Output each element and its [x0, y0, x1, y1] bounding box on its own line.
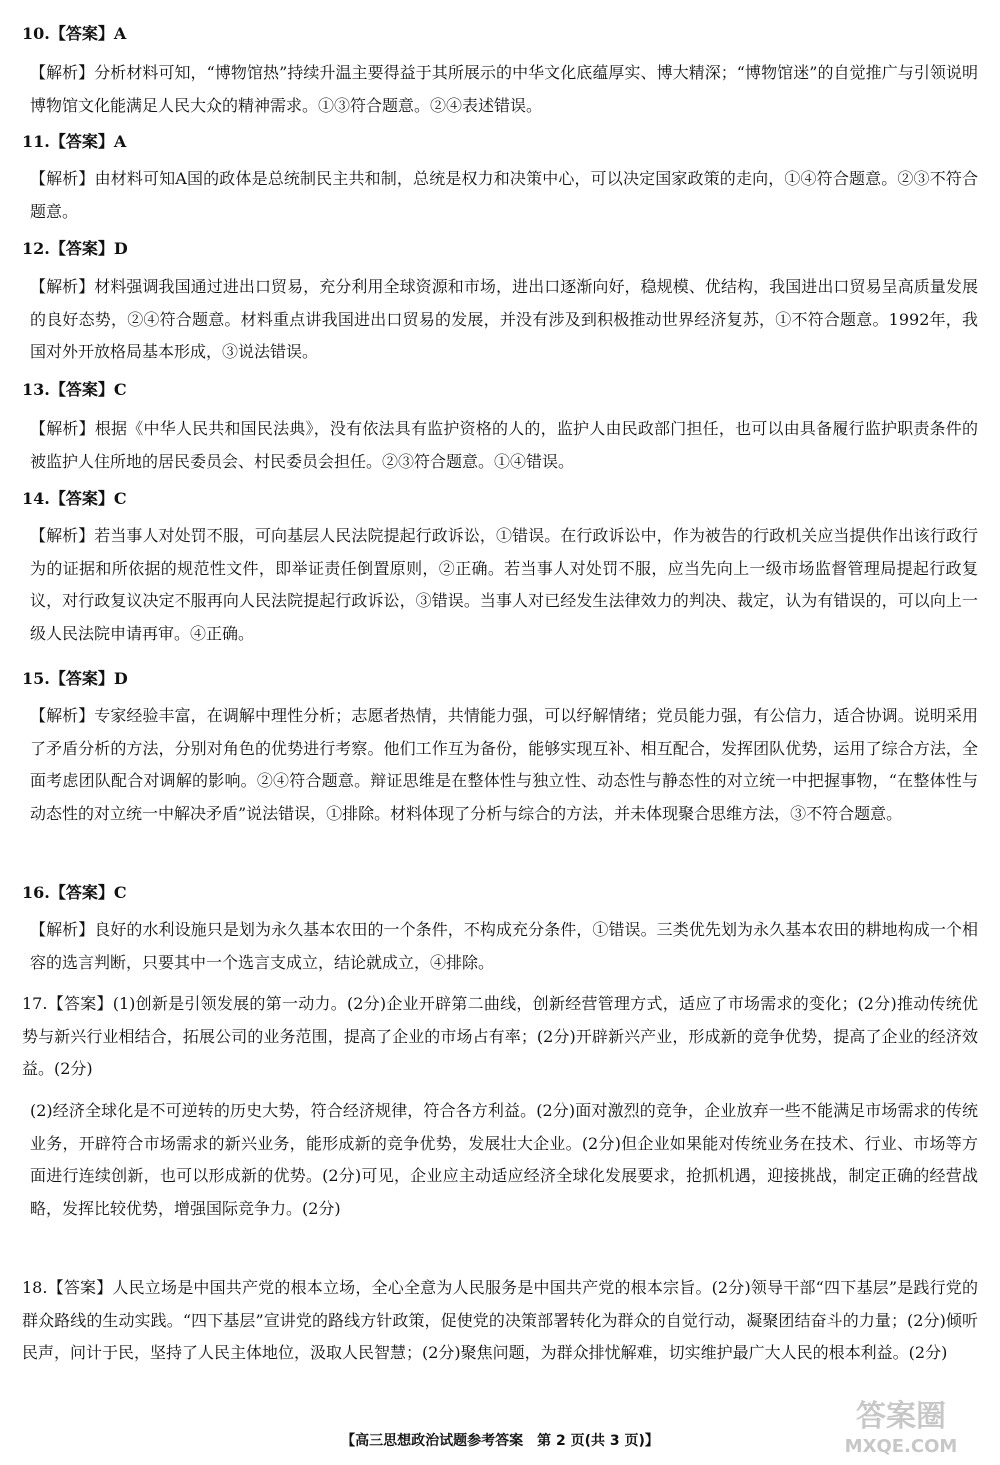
answer-17-part-1: 17.【答案】(1)创新是引领发展的第一动力。(2分)企业开辟第二曲线，创新经营管理方式，适应了市场需求的变化；(2分)推动传统优势与新兴行业相结合，拓展公司的业务范围，提高了企业的市场占有率；(2分)开辟新兴产业，形成新的竞争优势，提高了企业的经济效益。(2分) — [22, 994, 978, 1078]
answer-10: 10.【答案】A — [22, 24, 127, 43]
answer-12: 12.【答案】D — [22, 239, 128, 258]
answer-16: 16.【答案】C — [22, 883, 127, 902]
answer-17-part-2: (2)经济全球化是不可逆转的历史大势，符合经济规律，符合各方利益。(2分)面对激烈的竞争，企业放弃一些不能满足市场需求的传统业务，开辟符合市场需求的新兴业务，能形成新的竞争优势，发展壮大企业。(2分)但企业如果能对传统业务在技术、行业、市场等方面进行连续创新，也可以形成新的优势。(2分)可见，企业应主动适应经济全球化发展要求，抢抓机遇，迎接挑战，制定正确的经营战略，发挥比较优势，增强国际竞争力。(2分) — [30, 1101, 978, 1218]
analysis-15: 【解析】专家经验丰富，在调解中理性分析；志愿者热情，共情能力强，可以纾解情绪；党员能力强，有公信力，适合协调。说明采用了矛盾分析的方法，分别对角色的优势进行考察。他们工作互为备份，能够实现互补、相互配合，发挥团队优势，运用了综合方法，全面考虑团队配合对调解的影响。②④符合题意。辩证思维是在整体性与独立性、动态性与静态性的对立统一中把握事物，“在整体性与动态性的对立统一中解决矛盾”说法错误，①排除。材料体现了分析与综合的方法，并未体现聚合思维方法，③不符合题意。 — [30, 706, 978, 823]
answer-14: 14.【答案】C — [22, 489, 127, 508]
watermark-logo — [816, 1392, 986, 1458]
watermark-logo-text: 答案圈 — [856, 1399, 946, 1434]
analysis-16: 【解析】良好的水利设施只是划为永久基本农田的一个条件，不构成充分条件，①错误。三类优先划为永久基本农田的耕地构成一个相容的选言判断，只要其中一个选言支成立，结论就成立，④排除。 — [30, 920, 978, 972]
analysis-14: 【解析】若当事人对处罚不服，可向基层人民法院提起行政诉讼，①错误。在行政诉讼中，作为被告的行政机关应当提供作出该行政行为的证据和所依据的规范性文件，即举证责任倒置原则，②正确。若当事人对处罚不服，应当先向上一级市场监督管理局提起行政复议，对行政复议决定不服再向人民法院提起行政诉讼，③错误。当事人对已经发生法律效力的判决、裁定，认为有错误的，可以向上一级人民法院申请再审。④正确。 — [30, 526, 978, 643]
analysis-11: 【解析】由材料可知A国的政体是总统制民主共和制，总统是权力和决策中心，可以决定国家政策的走向，①④符合题意。②③不符合题意。 — [30, 169, 978, 221]
analysis-12: 【解析】材料强调我国通过进出口贸易，充分利用全球资源和市场，进出口逐渐向好，稳规模、优结构，我国进出口贸易呈高质量发展的良好态势，②④符合题意。材料重点讲我国进出口贸易的发展，并没有涉及到积极推动世界经济复苏，①不符合题意。1992年，我国对外开放格局基本形成，③说法错误。 — [30, 277, 978, 361]
analysis-10: 【解析】分析材料可知，“博物馆热”持续升温主要得益于其所展示的中华文化底蕴厚实、博大精深；“博物馆迷”的自觉推广与引领说明博物馆文化能满足人民大众的精神需求。①③符合题意。②④表述错误。 — [30, 63, 978, 115]
answer-15: 15.【答案】D — [22, 669, 128, 688]
answer-11: 11.【答案】A — [22, 132, 127, 151]
page-footer: 【高三思想政治试题参考答案 第 2 页(共 3 页)】 — [341, 1433, 659, 1449]
watermark-url-text: MXQE.COM — [844, 1436, 958, 1457]
answer-18: 18.【答案】人民立场是中国共产党的根本立场，全心全意为人民服务是中国共产党的根本宗旨。(2分)领导干部“四下基层”是践行党的群众路线的生动实践。“四下基层”宣讲党的路线方针政策，促使党的决策部署转化为群众的自觉行动，凝聚团结奋斗的力量；(2分)倾听民声，问计于民，坚持了人民主体地位，汲取人民智慧；(2分)聚焦问题，为群众排忧解难，切实维护最广大人民的根本利益。(2分) — [22, 1278, 978, 1362]
answer-13: 13.【答案】C — [22, 380, 127, 399]
analysis-13: 【解析】根据《中华人民共和国民法典》，没有依法具有监护资格的人的，监护人由民政部门担任，也可以由具备履行监护职责条件的被监护人住所地的居民委员会、村民委员会担任。②③符合题意。①④错误。 — [30, 419, 978, 471]
